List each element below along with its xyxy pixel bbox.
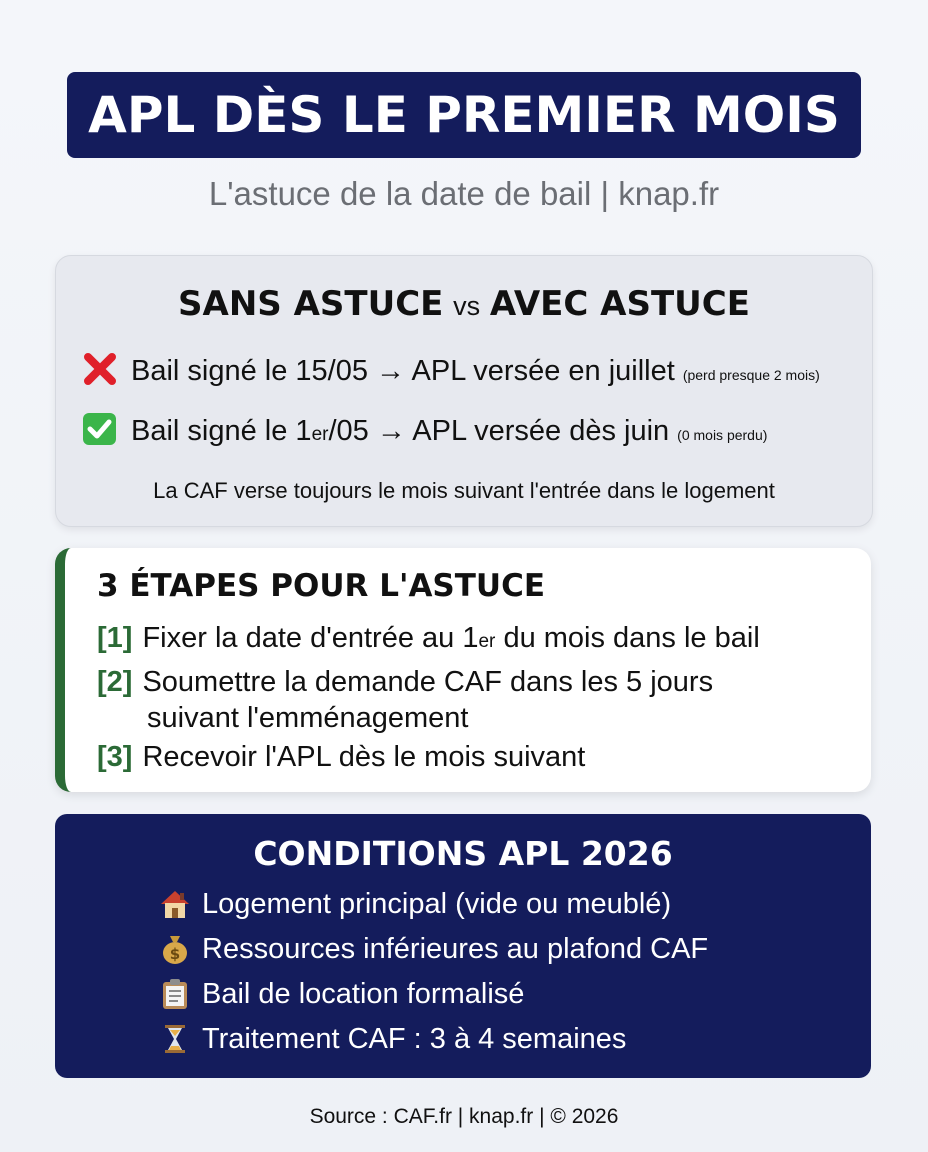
step-number: [3]	[97, 741, 133, 773]
svg-text:$: $	[169, 945, 181, 963]
condition-item	[158, 977, 524, 1011]
step-text-b: du mois dans le bail	[495, 622, 760, 654]
page-title: APL DÈS LE PREMIER MOIS	[88, 86, 840, 144]
heading-with-trick: AVEC ASTUCE	[489, 284, 750, 324]
condition-item	[158, 1022, 626, 1056]
condition-item	[158, 932, 708, 966]
step-item	[97, 664, 713, 736]
step-number: [1]	[97, 622, 133, 654]
heading-vs: vs	[453, 291, 481, 321]
title-banner	[67, 72, 861, 158]
comparison-caption: La CAF verse toujours le mois suivant l'entrée dans le logement	[153, 478, 775, 503]
conditions-card	[55, 814, 871, 1078]
page-subtitle: L'astuce de la date de bail | knap.fr	[208, 175, 720, 212]
comparison-row-without	[81, 346, 820, 388]
comparison-row-with-text-b: /05 → APL versée dès juin	[328, 415, 670, 447]
comparison-heading	[56, 284, 872, 324]
hourglass-icon	[158, 1022, 192, 1056]
comparison-row-without-note: (perd presque 2 mois)	[682, 367, 820, 383]
comparison-row-with	[81, 406, 767, 448]
comparison-row-without-text: Bail signé le 15/05 → APL versée en juillet	[131, 355, 675, 387]
money-bag-icon	[158, 932, 192, 966]
clipboard-icon	[158, 977, 192, 1011]
red-cross-icon	[81, 352, 119, 386]
comparison-row-with-sup: er	[311, 424, 329, 445]
step-text-line2: suivant l'emménagement	[147, 702, 469, 734]
condition-text: Logement principal (vide ou meublé)	[202, 887, 672, 920]
comparison-card	[55, 255, 873, 527]
step-text-line1: Soumettre la demande CAF dans les 5 jours	[142, 666, 714, 698]
step-item	[97, 620, 760, 660]
heading-without-trick: SANS ASTUCE	[178, 284, 444, 324]
step-number: [2]	[97, 666, 133, 698]
condition-text: Traitement CAF : 3 à 4 semaines	[202, 1022, 627, 1055]
conditions-heading: CONDITIONS APL 2026	[253, 834, 673, 873]
condition-text: Ressources inférieures au plafond CAF	[202, 932, 709, 965]
step-text-a: Fixer la date d'entrée au 1	[142, 622, 479, 654]
comparison-row-with-text-a: Bail signé le 1	[131, 415, 312, 447]
steps-heading: 3 ÉTAPES POUR L'ASTUCE	[97, 568, 546, 604]
footer-source: Source : CAF.fr | knap.fr | © 2026	[309, 1105, 619, 1128]
condition-text: Bail de location formalisé	[202, 977, 525, 1010]
green-check-icon	[81, 412, 119, 446]
step-text-sup: er	[478, 631, 496, 652]
step-item	[97, 739, 585, 775]
condition-item	[158, 887, 671, 921]
steps-card	[55, 548, 871, 792]
house-icon	[158, 887, 192, 921]
comparison-row-with-note: (0 mois perdu)	[677, 427, 768, 443]
step-text: Recevoir l'APL dès le mois suivant	[142, 741, 586, 773]
